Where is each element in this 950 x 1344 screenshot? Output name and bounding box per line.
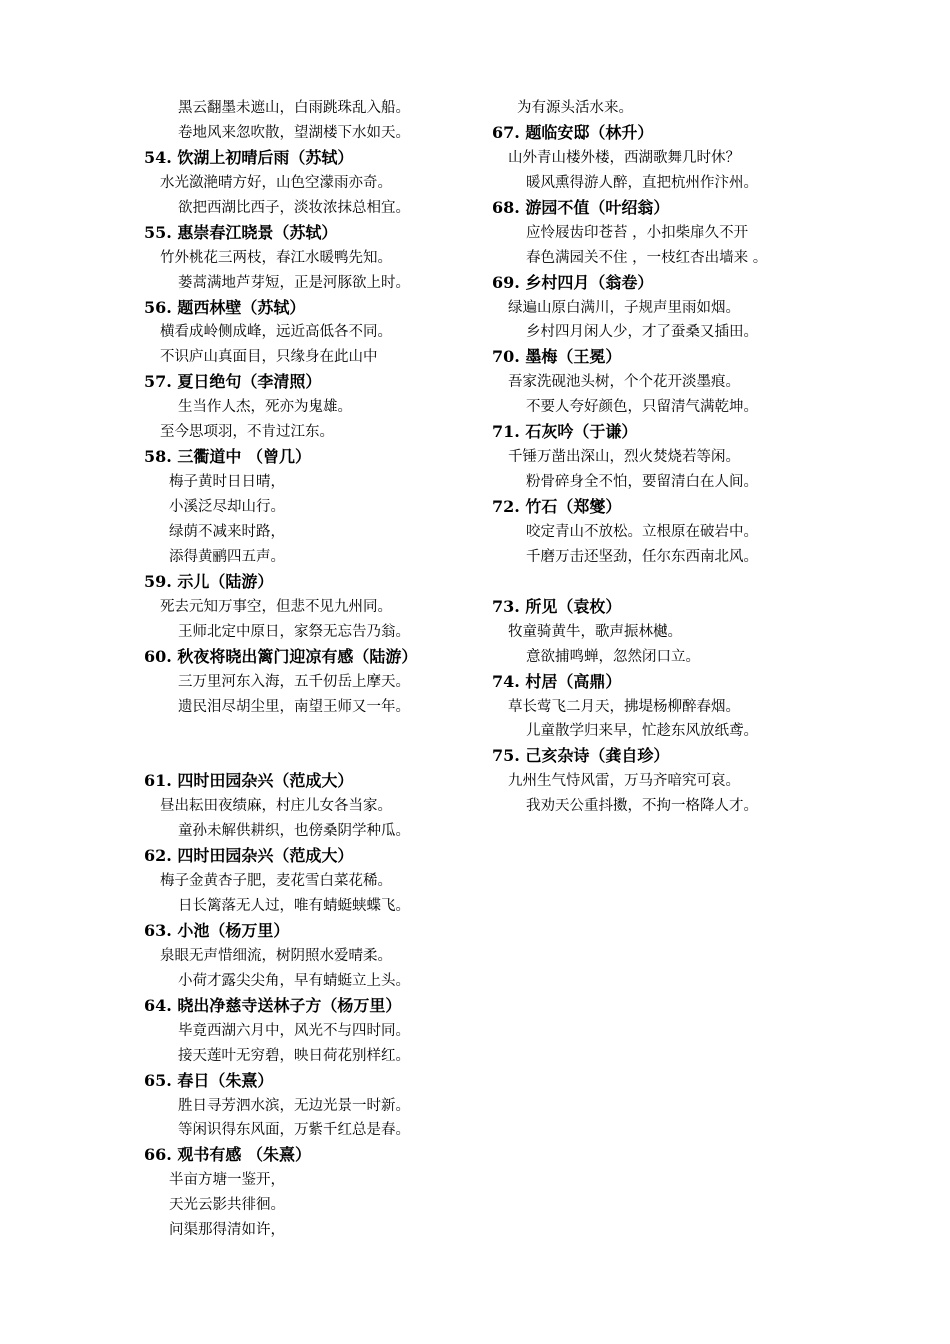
poem-line: 春色满园关不住 ，一枝红杏出墙来 。 — [526, 249, 768, 266]
right-column — [492, 96, 822, 819]
poem-line: 梅子黄时日日晴， — [169, 474, 285, 491]
poem-title: 67. 题临安邸（林升） — [492, 122, 654, 142]
left-column — [144, 96, 484, 1243]
poem-title: 69. 乡村四月（翁卷） — [492, 272, 654, 292]
poem-line: 卷地风来忽吹散，望湖楼下水如天。 — [178, 124, 410, 141]
poem-title: 75. 己亥杂诗（龚自珍） — [492, 746, 670, 766]
poem-line: 不要人夸好颜色，只留清气满乾坤。 — [526, 399, 758, 416]
poem-line: 昼出耘田夜绩麻，村庄儿女各当家。 — [160, 798, 392, 815]
poem-line: 欲把西湖比西子，淡妆浓抹总相宜。 — [178, 199, 410, 216]
poem-line: 山外青山楼外楼，西湖歌舞几时休？ — [508, 149, 740, 166]
poem-title: 66. 观书有感 （朱熹） — [144, 1145, 311, 1165]
poem-title: 57. 夏日绝句（李清照） — [144, 372, 322, 392]
poem-line: 水光潋滟晴方好，山色空濛雨亦奇。 — [160, 174, 392, 191]
poem-line: 胜日寻芳泗水滨，无边光景一时新。 — [178, 1097, 410, 1114]
poem-line: 死去元知万事空，但悲不见九州同。 — [160, 598, 392, 615]
poem-line: 天光云影共徘徊。 — [169, 1197, 285, 1214]
poem-line: 等闲识得东风面，万紫千红总是春。 — [178, 1122, 410, 1139]
poem-line: 千磨万击还坚劲，任尔东西南北风。 — [526, 548, 758, 565]
poem-line: 日长篱落无人过，唯有蜻蜓蛱蝶飞。 — [178, 898, 410, 914]
poem-line: 梅子金黄杏子肥，麦花雪白菜花稀。 — [160, 873, 392, 890]
poem-line: 应怜屐齿印苍苔 ，小扣柴扉久不开 — [526, 224, 749, 241]
poem-line: 粉骨碎身全不怕，要留清白在人间。 — [526, 474, 758, 491]
poem-title: 59. 示儿（陆游） — [144, 571, 274, 591]
poem-title: 73. 所见（袁枚） — [492, 596, 622, 616]
poem-line: 蒌蒿满地芦芽短，正是河豚欲上时。 — [178, 274, 410, 291]
poem-line: 绿荫不减来时路， — [169, 523, 285, 540]
blank-line — [144, 744, 484, 769]
poem-line: 乡村四月闲人少，才了蚕桑又插田。 — [526, 324, 758, 341]
poem-line: 儿童散学归来早，忙趁东风放纸鸢。 — [526, 723, 758, 740]
poem-line: 王师北定中原日，家祭无忘告乃翁。 — [178, 623, 410, 640]
poem-line: 半亩方塘一鉴开， — [169, 1172, 285, 1189]
poem-line: 问渠那得清如许， — [169, 1222, 285, 1239]
poem-line: 泉眼无声惜细流，树阴照水爱晴柔。 — [160, 947, 392, 964]
poem-line: 绿遍山原白满川，子规声里雨如烟。 — [508, 299, 740, 316]
poem-line: 意欲捕鸣蝉，忽然闭口立。 — [526, 648, 700, 665]
poem-title: 71. 石灰吟（于谦） — [492, 422, 638, 442]
poem-line: 生当作人杰，死亦为鬼雄。 — [178, 399, 352, 416]
poem-title: 68. 游园不值（叶绍翁） — [492, 197, 670, 217]
poem-title: 65. 春日（朱熹） — [144, 1070, 274, 1090]
poem-line: 小溪泛尽却山行。 — [169, 499, 285, 515]
poem-title: 58. 三衢道中 （曾几） — [144, 447, 311, 467]
poem-line: 至今思项羽，不肯过江东。 — [160, 424, 334, 441]
poem-line: 暖风熏得游人醉，直把杭州作汴州。 — [526, 174, 758, 191]
poem-title: 70. 墨梅（王冕） — [492, 347, 622, 367]
poem-line: 为有源头活水来。 — [517, 100, 633, 116]
poem-line: 接天莲叶无穷碧，映日荷花别样红。 — [178, 1047, 410, 1064]
poem-title: 61. 四时田园杂兴（范成大） — [144, 771, 354, 791]
poem-line: 小荷才露尖尖角，早有蜻蜓立上头。 — [178, 972, 410, 989]
poem-line: 添得黄鹂四五声。 — [169, 548, 285, 565]
poem-line: 毕竟西湖六月中，风光不与四时同。 — [178, 1022, 410, 1039]
poem-title: 60. 秋夜将晓出篱门迎凉有感（陆游） — [144, 646, 418, 666]
poem-line: 黑云翻墨未遮山，白雨跳珠乱入船。 — [178, 100, 410, 116]
poem-title: 56. 题西林壁（苏轼） — [144, 297, 306, 317]
poem-title: 54. 饮湖上初晴后雨（苏轼） — [144, 147, 354, 167]
poem-line: 遗民泪尽胡尘里，南望王师又一年。 — [178, 698, 410, 715]
poem-line: 不识庐山真面目，只缘身在此山中 — [160, 349, 378, 366]
blank-line — [144, 719, 484, 744]
poem-line: 三万里河东入海，五千仞岳上摩天。 — [178, 673, 410, 690]
poem-line: 横看成岭侧成峰，远近高低各不同。 — [160, 324, 392, 341]
poem-line: 牧童骑黄牛，歌声振林樾。 — [508, 623, 682, 640]
poem-line: 竹外桃花三两枝，春江水暖鸭先知。 — [160, 249, 392, 266]
poem-title: 72. 竹石（郑燮） — [492, 497, 622, 516]
poem-line: 草长莺飞二月天，拂堤杨柳醉春烟。 — [508, 698, 740, 715]
poem-line: 吾家洗砚池头树，个个花开淡墨痕。 — [508, 374, 740, 391]
poem-line: 千锤万凿出深山，烈火焚烧若等闲。 — [508, 449, 740, 466]
poem-title: 63. 小池（杨万里） — [144, 920, 290, 940]
blank-line — [492, 570, 822, 595]
poem-line: 我劝天公重抖擞，不拘一格降人才。 — [526, 798, 758, 815]
poem-title: 62. 四时田园杂兴（范成大） — [144, 846, 354, 866]
poem-title: 74. 村居（高鼎） — [492, 671, 622, 691]
poem-title: 64. 晓出净慈寺送林子方（杨万里） — [144, 995, 402, 1015]
poem-line: 九州生气恃风雷，万马齐喑究可哀。 — [508, 773, 740, 790]
poem-line: 童孙未解供耕织，也傍桑阴学种瓜。 — [178, 823, 410, 840]
poem-line: 咬定青山不放松。立根原在破岩中。 — [526, 523, 758, 540]
poem-title: 55. 惠崇春江晓景（苏轼） — [144, 222, 338, 242]
